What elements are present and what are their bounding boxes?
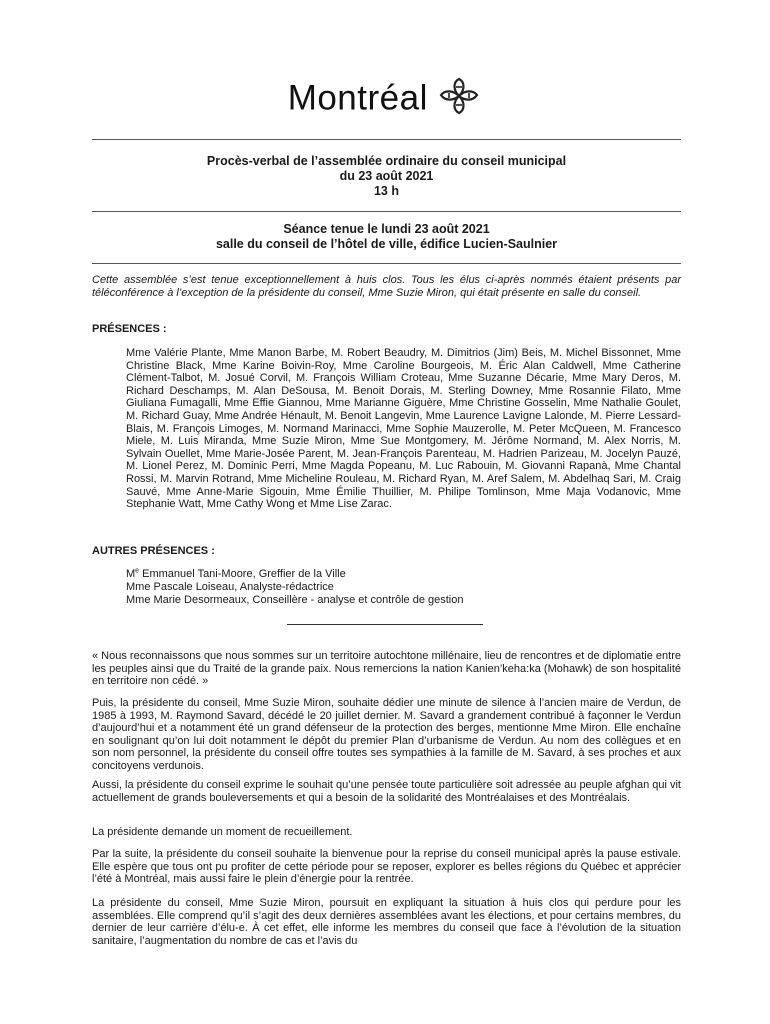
list-item: Me Emmanuel Tani-Moore, Greffier de la Ville — [126, 567, 346, 580]
divider — [92, 139, 681, 140]
land-acknowledgement-paragraph: « Nous reconnaissons que nous sommes sur un territoire autochtone millénaire, lieu de rencontres et de diplomatie entre les peuples ainsi que du Traité de la grande paix. Nous remercions la nation Kanien’keha:ka (Mohawk) de son hospitalité en territoire non cédé. » — [92, 650, 681, 688]
body-paragraph: Par la suite, la présidente du conseil souhaite la bienvenue pour la reprise du conseil municipal après la pause estivale. Elle espère que tous ont pu profiter de cette période pour se reposer, explorer es belles régions du Québec et apprécier l’été à Montréal, mais aussi faire le plein d’énergie pour la rentrée. — [92, 848, 681, 886]
divider — [92, 211, 681, 212]
body-paragraph: La présidente demande un moment de recueillement. — [92, 826, 353, 838]
body-paragraph: La présidente du conseil, Mme Suzie Miron, poursuit en expliquant la situation à huis clos qui perdure pour les assemblées. Elle comprend qu’il s’agit des deux dernières assemblées avant les élections, et pour certains membres, du dernier de leur carrière d’élu-e. À cet effet, elle informe les membres du conseil que face à l’évolution de la situation sanitaire, l’augmentation du nombre de cas et l’avis du — [92, 897, 681, 947]
montreal-flower-logo-icon — [436, 76, 482, 121]
presences-list: Mme Valérie Plante, Mme Manon Barbe, M. Robert Beaudry, M. Dimitrios (Jim) Beis, M. Michel Bissonnet, Mme Christine Black, Mme Karine Boivin-Roy, Mme Caroline Bourgeois, M. Éric Alan Caldwell, Mme Catherine Clément-Talbot, M. Josué Corvil, M. François William Croteau, Mme Suzanne Décarie, Mme Mary Deros, M. Richard Deschamps, M. Alan DeSousa, M. Benoit Dorais, M. Sterling Downey, Mme Rosannie Filato, Mme Giuliana Fumagalli, Mme Effie Giannou, Mme Marianne Giguère, Mme Christine Gosselin, Mme Nathalie Goulet, M. Richard Guay, Mme Andrée Hénault, M. Benoit Langevin, Mme Laurence Lavigne Lalonde, M. Pierre Lessard-Blais, M. François Limoges, M. Normand Marinacci, Mme Sophie Mauzerolle, M. Peter McQueen, M. Francesco Miele, M. Luis Miranda, Mme Suzie Miron, Mme Sue Montgomery, M. Jérôme Normand, M. Alex Norris, M. Sylvain Ouellet, Mme Marie-Josée Parent, M. Jean-François Parenteau, M. Hadrien Parizeau, M. Jocelyn Pauzé, M. Lionel Perez, M. Dominic Perri, Mme Magda Popeanu, M. Luc Rabouin, M. Giovanni Rapanà, Mme Chantal Rossi, M. Marvin Rotrand, Mme Micheline Rouleau, M. Richard Ryan, M. Aref Salem, M. Abdelhaq Sari, M. Craig Sauvé, Mme Anne-Marie Sigouin, Mme Émilie Thuillier, M. Philipe Tomlinson, Mme Maja Vodanovic, Mme Stephanie Watt, Mme Cathy Wong et Mme Lise Zarac. — [126, 347, 681, 511]
title-line-2: du 23 août 2021 — [339, 169, 434, 183]
title-line-3: 13 h — [373, 184, 399, 198]
title-line-1: Procès-verbal de l’assemblée ordinaire du conseil municipal — [206, 154, 567, 168]
document-title — [92, 154, 681, 199]
divider — [92, 263, 681, 264]
presences-heading: PRÉSENCES : — [92, 323, 167, 335]
body-paragraph: Puis, la présidente du conseil, Mme Suzie Miron, souhaite dédier une minute de silence à l’ancien maire de Verdun, de 1985 à 1993, M. Raymond Savard, décédé le 20 juillet dernier. M. Savard a grandement contribué à façonner le Verdun d’aujourd’hui et a notamment été un grand défenseur de la protection des berges, mentionne Mme Miron. Elle enchaîne en soulignant qu’on lui doit notamment le dépôt du premier Plan d’urbanisme de Verdun. Au nom des collègues et en son nom personnel, la présidente du conseil offre toutes ses sympathies à la famille de M. Savard, à ses proches et aux concitoyens verdunois. — [92, 697, 681, 772]
session-line-1: Séance tenue le lundi 23 août 2021 — [283, 222, 490, 236]
session-line-2: salle du conseil de l’hôtel de ville, édifice Lucien-Saulnier — [215, 237, 558, 251]
intro-paragraph: Cette assemblée s’est tenue exceptionnellement à huis clos. Tous les élus ci-après nommés étaient présents par téléconférence à l’exception de la présidente du conseil, Mme Suzie Miron, qui était présente en salle du conseil. — [92, 274, 681, 299]
montreal-logo — [0, 76, 770, 116]
autres-presences-list — [126, 568, 681, 607]
list-item: Mme Pascale Loiseau, Analyste-rédactrice — [126, 581, 334, 593]
session-info — [92, 222, 681, 252]
autres-presences-heading: AUTRES PRÉSENCES : — [92, 545, 215, 557]
logo-wordmark: Montréal — [287, 78, 428, 118]
list-item: Mme Marie Desormeaux, Conseillère - analyse et contrôle de gestion — [126, 594, 464, 606]
body-paragraph: Aussi, la présidente du conseil exprime le souhait qu’une pensée toute particulière soit adressée au peuple afghan qui vit actuellement de grands bouleversements et qui a besoin de la solidarité des Montréalaises et des Montréalais. — [92, 779, 681, 804]
section-divider — [287, 624, 483, 625]
